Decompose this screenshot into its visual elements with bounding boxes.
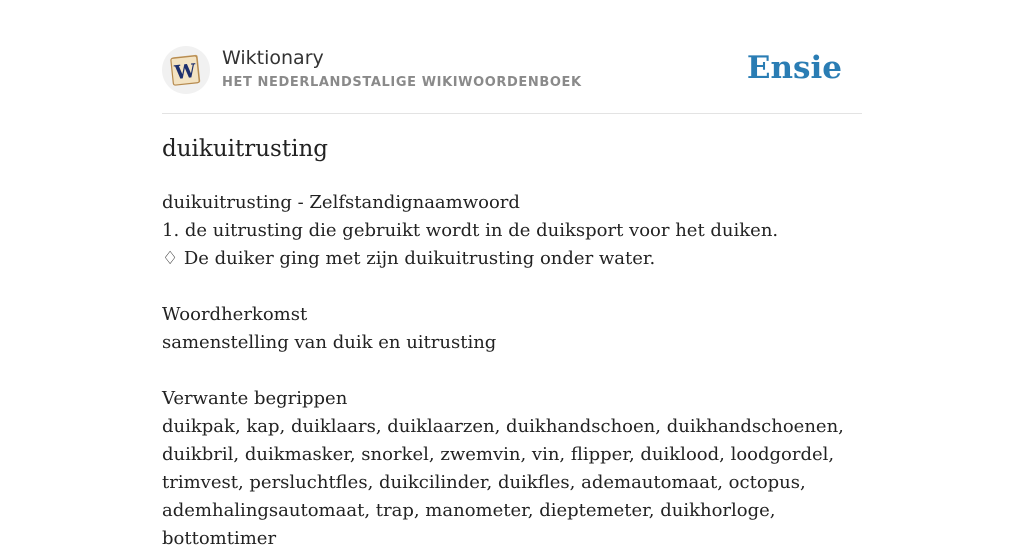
example-sentence: ♢ De duiker ging met zijn duikuitrusting onder water. [162,248,656,269]
spacer [162,357,862,385]
related-terms: duikpak, kap, duiklaars, duiklaarzen, duikhandschoen, duikhandschoenen, duikbril, duikmasker, snorkel, zwemvin, vin, flipper, duiklood, loodgordel, trimvest, persluchtfles, duikcilinder, duikfles, ademautomaat, octopus, ademhalingsautomaat, trap, manometer, dieptemeter, duikhorloge, bottomtimer [162,416,844,549]
word-class-line: duikuitrusting - Zelfstandignaamwoord [162,192,520,213]
entry-content [162,189,862,553]
brand-logo-link[interactable]: Ensie [746,50,842,86]
etymology-heading: Woordherkomst [162,304,308,325]
page-title: duikuitrusting [162,136,328,162]
spacer [162,273,862,301]
header-divider [162,113,862,114]
site-subtitle: HET NEDERLANDSTALIGE WIKIWOORDENBOEK [222,75,582,90]
entry-card [162,0,862,549]
site-name[interactable]: Wiktionary [222,47,324,69]
wiktionary-logo-icon[interactable] [162,46,210,94]
site-header [162,46,862,96]
definition: 1. de uitrusting die gebruikt wordt in de duiksport voor het duiken. [162,220,779,241]
etymology-text: samenstelling van duik en uitrusting [162,332,497,353]
svg-text:W: W [173,59,197,85]
related-heading: Verwante begrippen [162,388,348,409]
wiktionary-tile-graphic [168,52,204,88]
